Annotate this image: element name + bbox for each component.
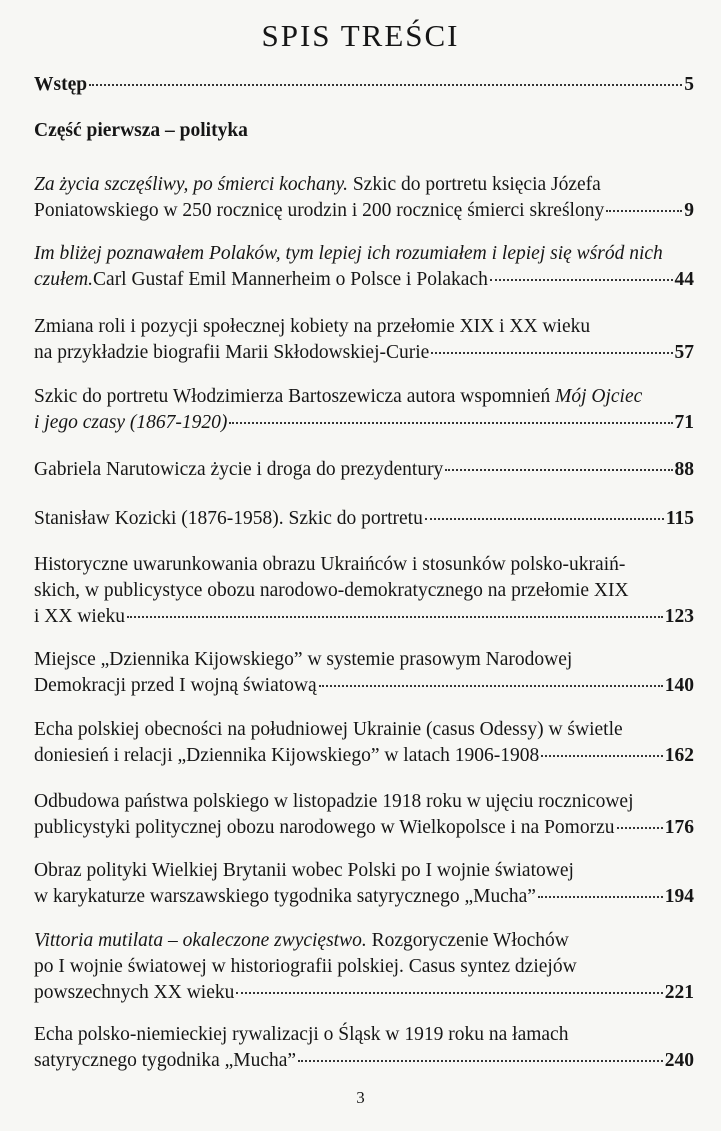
page-number: 176 bbox=[664, 817, 694, 838]
toc-entry[interactable] bbox=[34, 457, 694, 483]
entry-italic-text: Im bliżej poznawałem Polaków, tym lepiej ich rozumiałem i lepiej się wśród nich bbox=[34, 243, 663, 264]
entry-text: po I wojnie światowej w historiografii polskiej. Casus syntez dziejów bbox=[34, 956, 577, 977]
entry-text: Miejsce „Dziennika Kijowskiego” w systemie prasowym Narodowej bbox=[34, 649, 573, 670]
toc-entry[interactable] bbox=[34, 858, 694, 910]
page-title: SPIS TREŚCI bbox=[261, 18, 460, 53]
entry-text: Szkic do portretu Włodzimierza Bartoszewicza autora wspomnień bbox=[34, 386, 556, 407]
entry-text: Demokracji przed I wojną światową bbox=[34, 675, 317, 696]
dot-leader bbox=[617, 826, 663, 829]
entry-title: Wstęp bbox=[34, 74, 88, 95]
entry-text: Odbudowa państwa polskiego w listopadzie 1918 roku w ujęciu rocznicowej bbox=[34, 791, 634, 812]
entry-text: skich, w publicystyce obozu narodowo-demokratycznego na przełomie XIX bbox=[34, 580, 629, 601]
page-number: 71 bbox=[674, 412, 694, 433]
dot-leader bbox=[229, 421, 672, 424]
page-number: 221 bbox=[664, 982, 694, 1003]
entry-text: na przykładzie biografii Marii Skłodowskiej-Curie bbox=[34, 342, 430, 363]
entry-text: w karykaturze warszawskiego tygodnika satyrycznego „Mucha” bbox=[34, 886, 536, 907]
page-number: 162 bbox=[664, 745, 694, 766]
page-number: 240 bbox=[664, 1050, 694, 1071]
toc-entry[interactable] bbox=[34, 384, 694, 436]
page-number: 115 bbox=[665, 508, 694, 529]
toc-entry-intro[interactable] bbox=[34, 72, 694, 98]
dot-leader bbox=[431, 351, 672, 354]
toc-entry[interactable] bbox=[34, 789, 694, 841]
entry-italic-text: Vittoria mutilata – okaleczone zwycięstwo. bbox=[34, 930, 367, 951]
entry-italic-text: Za życia szczęśliwy, po śmierci kochany. bbox=[34, 174, 348, 195]
entry-text: Rozgoryczenie Włochów bbox=[366, 930, 569, 951]
toc-entry[interactable] bbox=[34, 928, 694, 1006]
toc-entry[interactable] bbox=[34, 241, 694, 293]
entry-text: Obraz polityki Wielkiej Brytanii wobec Polski po I wojnie światowej bbox=[34, 860, 574, 881]
toc-entry[interactable] bbox=[34, 506, 694, 532]
toc-entry[interactable] bbox=[34, 172, 694, 224]
dot-leader bbox=[490, 278, 673, 281]
entry-text: Echa polsko-niemieckiej rywalizacji o Śląsk w 1919 roku na łamach bbox=[34, 1024, 569, 1045]
dot-leader bbox=[236, 991, 662, 994]
entry-text: Zmiana roli i pozycji społecznej kobiety na przełomie XIX i XX wieku bbox=[34, 316, 591, 337]
entry-text: publicystyki politycznej obozu narodowego w Wielkopolsce i na Pomorzu bbox=[34, 817, 615, 838]
entry-text: doniesień i relacji „Dziennika Kijowskiego” w latach 1906-1908 bbox=[34, 745, 540, 766]
page-number: 140 bbox=[664, 675, 694, 696]
entry-italic-text: czułem. bbox=[34, 269, 94, 290]
toc-entry[interactable] bbox=[34, 1022, 694, 1074]
page-number: 44 bbox=[674, 269, 694, 290]
dot-leader bbox=[541, 754, 663, 757]
dot-leader bbox=[538, 895, 663, 898]
toc-entry[interactable] bbox=[34, 647, 694, 699]
dot-leader bbox=[425, 517, 664, 520]
page-number: 88 bbox=[674, 459, 694, 480]
entry-text: Historyczne uwarunkowania obrazu Ukraińców i stosunków polsko-ukraiń- bbox=[34, 554, 626, 575]
entry-text: Szkic do portretu księcia Józefa bbox=[347, 174, 601, 195]
dot-leader bbox=[127, 615, 663, 618]
dot-leader bbox=[298, 1059, 663, 1062]
toc-entry[interactable] bbox=[34, 717, 694, 769]
page-number: 194 bbox=[664, 886, 694, 907]
section-heading: Część pierwsza – polityka bbox=[34, 120, 248, 141]
page-number: 123 bbox=[664, 606, 694, 627]
entry-text: Poniatowskiego w 250 rocznicę urodzin i 200 rocznicę śmierci skreślony bbox=[34, 200, 605, 221]
dot-leader bbox=[445, 468, 672, 471]
page-number: 5 bbox=[684, 74, 694, 95]
entry-italic-text: Mój Ojciec bbox=[555, 386, 643, 407]
entry-text: Carl Gustaf Emil Mannerheim o Polsce i Polakach bbox=[93, 269, 488, 290]
toc-entry[interactable] bbox=[34, 552, 694, 630]
page-number: 9 bbox=[684, 200, 694, 221]
entry-text: Gabriela Narutowicza życie i droga do prezydentury bbox=[34, 459, 444, 480]
entry-italic-text: i jego czasy (1867-1920) bbox=[34, 412, 228, 433]
entry-text: i XX wieku bbox=[34, 606, 125, 627]
dot-leader bbox=[606, 209, 682, 212]
entry-text: powszechnych XX wieku bbox=[34, 982, 235, 1003]
entry-text: satyrycznego tygodnika „Mucha” bbox=[34, 1050, 297, 1071]
page-number: 57 bbox=[674, 342, 694, 363]
dot-leader bbox=[319, 684, 663, 687]
entry-text: Stanisław Kozicki (1876-1958). Szkic do portretu bbox=[34, 508, 423, 529]
folio-page-number: 3 bbox=[356, 1088, 365, 1107]
entry-text: Echa polskiej obecności na południowej Ukrainie (casus Odessy) w świetle bbox=[34, 719, 623, 740]
dot-leader bbox=[89, 83, 682, 86]
toc-entry[interactable] bbox=[34, 314, 694, 366]
